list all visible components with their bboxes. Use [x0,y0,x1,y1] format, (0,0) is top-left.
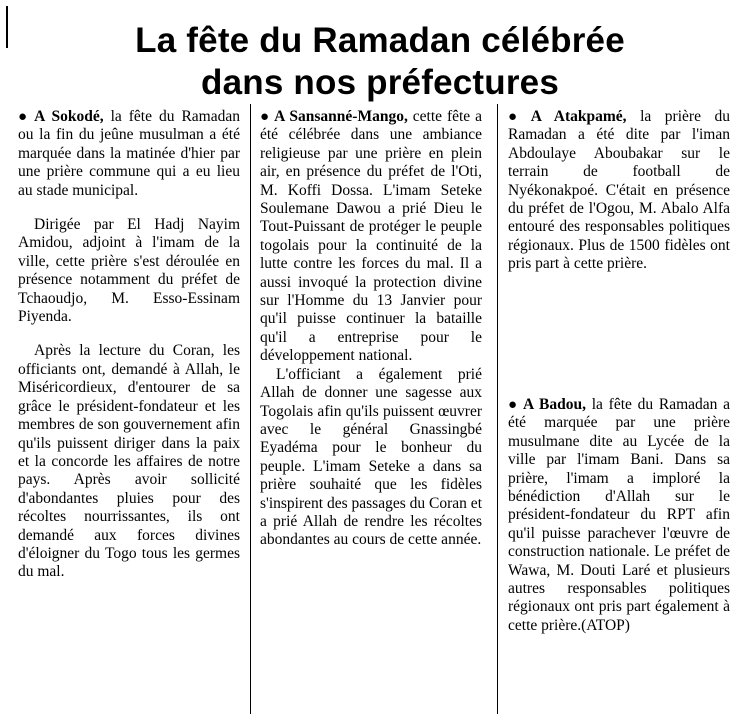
bullet-icon: ● [508,397,519,413]
column-separator [497,104,498,714]
place-heading-badou: A Badou, [522,396,586,413]
place-heading-sokode: A Sokodé, [34,108,104,125]
paragraph-sokode [18,108,240,200]
article-column-1 [18,108,240,582]
bullet-icon: ● [508,109,527,125]
paragraph-text: la prière du Ramadan a été dite par l'iman Abdoulaye Aboubakar sur le terrain de football de Nyékonakpoé. C'était en présence du préfet de l'Ogou, M. Abalo Alfa entouré des responsables politiques régionaux. Plus de 1500 fidèles ont pris part à cette prière. [508,108,730,273]
bullet-icon: ● [260,109,271,125]
column-separator [250,104,251,714]
article-column-3 [508,108,731,634]
paragraph-text: la fête du Ramadan a été marquée par une prière musulmane dite au Lycée de la ville par l'imam Bani. Dans sa prière, l'imam a imploré la bénédiction d'Allah sur le président-fondateur du RPT afin qu'il puisse parachever l'œuvre de construction nationale. Le préfet de Wawa, M. Douti Laré et plusieurs autres responsables politiques régionaux ont pris part également à cette prière.(ATOP) [508,396,731,634]
headline-line-2: dans nos préfectures [201,63,559,102]
place-heading-sansanne-mango: A Sansanné-Mango, [274,108,408,125]
paragraph-text: Dirigée par El Hadj Nayim Amidou, adjoint à l'imam de la ville, cette prière s'est déroulée en présence notamment du préfet de Tchaoudjo, M. Esso-Essinam Piyenda. [18,216,240,326]
headline [30,20,730,104]
place-heading-atakpame: A Atakpamé, [530,108,627,125]
left-margin-rule [6,6,8,48]
paragraph-text: L'officiant a également prié Allah de donner une sagesse aux Togolais afin qu'ils puissent œuvrer avec le général Gnassingbé Eyadéma pour le bonheur du peuple. L'imam Seteke a dans sa prière souhaité que les fidèles s'inspirent des passages du Coran et a prié Allah de rendre les récoltes abondantes au cours de cette année. [260,365,482,549]
paragraph-text: Après la lecture du Coran, les officiants ont, demandé à Allah, le Miséricordieux, d'entourer de sa grâce le président-fondateur et les membres de son gouvernement afin qu'ils puissent diriger dans la paix et la concorde les affaires de notre pays. Après avoir sollicité d'abondantes pluies pour des récoltes nourrissantes, ils ont demandé aux forces divines d'éloigner du Togo tous les germes du mal. [18,342,240,581]
headline-line-1: La fête du Ramadan célébrée [135,21,625,60]
paragraph-atakpame [508,108,730,274]
paragraph-text: cette fête a été célébrée dans une ambiance religieuse par une prière en plein air, en présence du préfet de l'Oti, M. Koffi Dossa. L'imam Seteke Soulemane Dawou a prié Dieu le Tout-Puissant de protéger le peuple togolais pour la continuité de la lutte contre les forces du mal. Il a aussi invoqué la protection divine sur l'Homme du 13 Janvier pour qu'il puisse continuer la bataille qu'il a entreprise pour le développement national. [260,108,482,365]
paragraph-badou [508,396,730,635]
article-column-2 [260,108,482,550]
bullet-icon: ● [18,109,31,125]
paragraph-text: la fête du Ramadan ou la fin du jeûne musulman a été marquée dans la matinée d'hier par une prière commune qui a eu lieu au stade municipal. [18,108,240,199]
paragraph-sansanne-mango [260,108,482,366]
